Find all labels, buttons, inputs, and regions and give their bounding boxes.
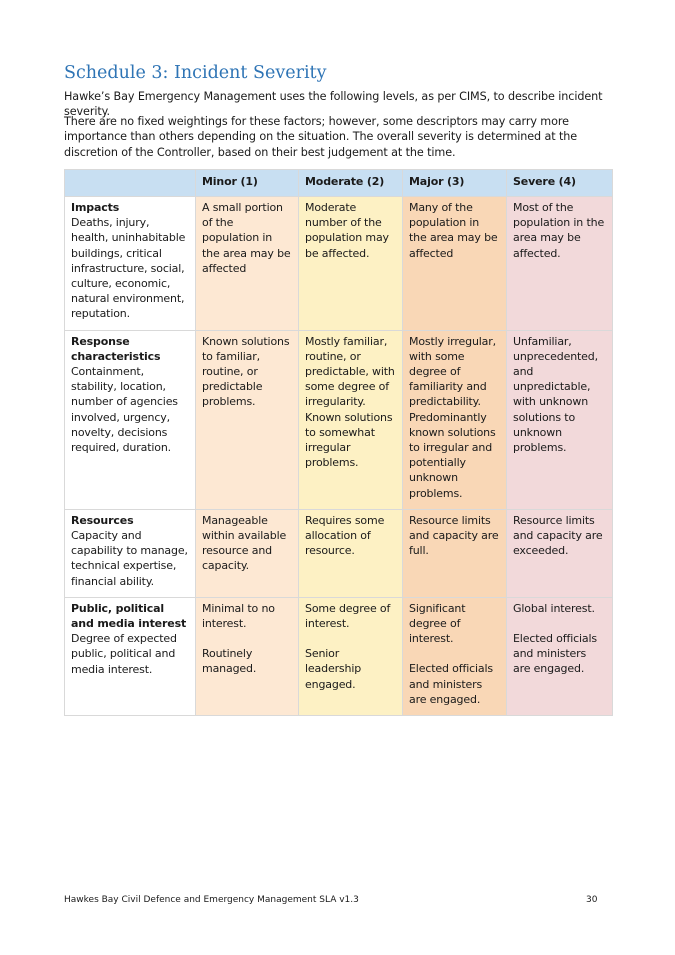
intro-text: Hawke’s Bay Emergency Management uses the following levels, as per CIMS, to describe incident severity. (64, 90, 603, 118)
table-row-resources (65, 509, 613, 597)
severe-cell: Most of the population in the area may be affected. (507, 197, 613, 331)
table-header-row (65, 170, 613, 197)
header-moderate: Moderate (2) (299, 170, 403, 197)
major-line-2: Elected officials and ministers are engaged. (409, 662, 493, 706)
moderate-cell: Mostly familiar, routine, or predictable, with some degree of irregularity. Known solutions to somewhat irregular problems. (299, 330, 403, 509)
body-paragraph: There are no fixed weightings for these factors; however, some descriptors may carry more importance than others depending on the situation. The overall severity is determined at the discretion of the Controller, based on their best judgement at the time. (64, 115, 578, 159)
severe-line-2: Elected officials and ministers are engaged. (513, 632, 597, 676)
moderate-line-2: Senior leadership engaged. (305, 647, 362, 691)
factor-title: Response characteristics (71, 334, 161, 363)
moderate-line-1: Some degree of interest. (305, 601, 391, 631)
header-factor (65, 170, 196, 197)
factor-cell (65, 197, 196, 331)
factor-description: Degree of expected public, political and media interest. (71, 632, 177, 676)
factor-cell (65, 509, 196, 597)
minor-cell: Known solutions to familiar, routine, or predictable problems. (196, 330, 299, 509)
factor-description: Capacity and capability to manage, technical expertise, financial ability. (71, 529, 188, 588)
factor-title: Impacts (71, 201, 120, 214)
table-row-public-interest (65, 597, 613, 715)
moderate-cell (299, 597, 403, 715)
table-row-response (65, 330, 613, 509)
table-row-impacts (65, 197, 613, 331)
factor-description: Deaths, injury, health, uninhabitable buildings, critical infrastructure, social, culture, economic, natural environment, reputation. (71, 216, 186, 321)
factor-cell (65, 597, 196, 715)
minor-line-2: Routinely managed. (202, 647, 257, 676)
page-footer: Hawkes Bay Civil Defence and Emergency Management SLA v1.3 (64, 895, 359, 905)
minor-cell (196, 597, 299, 715)
major-cell: Mostly irregular, with some degree of familiarity and predictability. Predominantly known solutions to irregular and potentially unknown problems. (403, 330, 507, 509)
moderate-cell: Moderate number of the population may be affected. (299, 197, 403, 331)
minor-cell: A small portion of the population in the area may be affected (196, 197, 299, 331)
factor-description: Containment, stability, location, number of agencies involved, urgency, novelty, decisions required, duration. (71, 365, 178, 455)
header-severe: Severe (4) (507, 170, 613, 197)
severe-cell: Resource limits and capacity are exceeded. (507, 509, 613, 597)
major-line-1: Significant degree of interest. (409, 601, 466, 646)
major-cell: Many of the population in the area may be affected (403, 197, 507, 331)
page-number: 30 (586, 895, 598, 905)
severity-table (64, 169, 613, 716)
header-minor: Minor (1) (196, 170, 299, 197)
page-title: Schedule 3: Incident Severity (64, 63, 327, 83)
severe-cell (507, 597, 613, 715)
minor-cell: Manageable within available resource and capacity. (196, 509, 299, 597)
major-cell (403, 597, 507, 715)
factor-cell (65, 330, 196, 509)
severe-cell: Unfamiliar, unprecedented, and unpredictable, with unknown solutions to unknown problems. (507, 330, 613, 509)
moderate-cell: Requires some allocation of resource. (299, 509, 403, 597)
major-cell: Resource limits and capacity are full. (403, 509, 507, 597)
minor-line-1: Minimal to no interest. (202, 601, 275, 631)
severe-line-1: Global interest. (513, 601, 595, 615)
factor-title: Public, political and media interest (71, 601, 187, 631)
header-major: Major (3) (403, 170, 507, 197)
factor-title: Resources (71, 513, 134, 527)
